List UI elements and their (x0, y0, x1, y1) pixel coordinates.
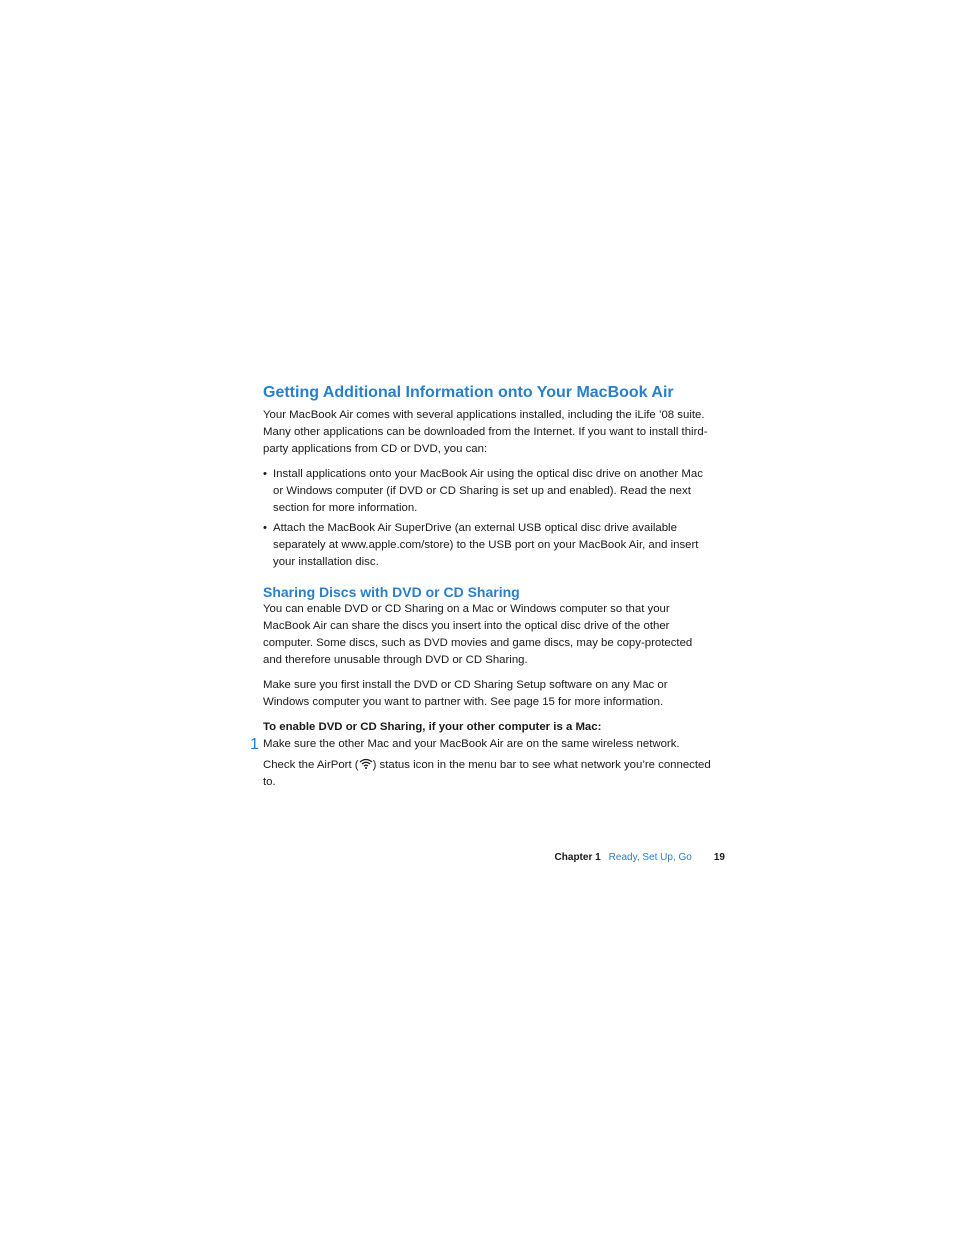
options-list (263, 466, 713, 571)
subsection-heading: Sharing Discs with DVD or CD Sharing (263, 584, 520, 600)
list-item: • Install applications onto your MacBook Air using the optical disc drive on another Mac or Windows computer (if DVD or CD Sharing is set up and enabled). Read the next section for more information. (263, 466, 713, 517)
intro-paragraph: Your MacBook Air comes with several applications installed, including the iLife ’08 suite. Many other applications can be downloaded from the Internet. If you want to install third-party applications from CD or DVD, you can: (263, 409, 708, 455)
step-note-after: ) status icon in the menu bar to see what network you’re connected to. (263, 759, 711, 788)
chapter-title: Ready, Set Up, Go (608, 852, 692, 863)
setup-paragraph: Make sure you first install the DVD or CD Sharing Setup software on any Mac or Windows computer you want to partner with. See page 15 for more information. (263, 679, 668, 708)
sharing-paragraph: You can enable DVD or CD Sharing on a Mac or Windows computer so that your MacBook Air can share the discs you insert into the optical disc drive of the other computer. Some discs, such as DVD movies and game discs, may be copy-protected and therefore unusable through DVD or CD Sharing. (263, 603, 693, 666)
section-heading: Getting Additional Information onto Your MacBook Air (263, 384, 674, 401)
step-1 (250, 736, 713, 753)
step-note-before: Check the AirPort ( (263, 759, 359, 771)
procedure-title: To enable DVD or CD Sharing, if your other computer is a Mac: (263, 721, 602, 733)
page-number: 19 (713, 852, 725, 863)
page-content (250, 383, 713, 791)
airport-wifi-icon (359, 758, 373, 769)
chapter-label: Chapter 1 (554, 852, 601, 863)
step-number: 1 (250, 736, 259, 753)
list-item: • Attach the MacBook Air SuperDrive (an external USB optical disc drive available separately at www.apple.com/store) to the USB port on your MacBook Air, and insert your installation disc. (263, 520, 713, 571)
page-footer (500, 852, 725, 863)
step-note (263, 757, 713, 791)
step-text: Make sure the other Mac and your MacBook Air are on the same wireless network. (263, 738, 680, 750)
